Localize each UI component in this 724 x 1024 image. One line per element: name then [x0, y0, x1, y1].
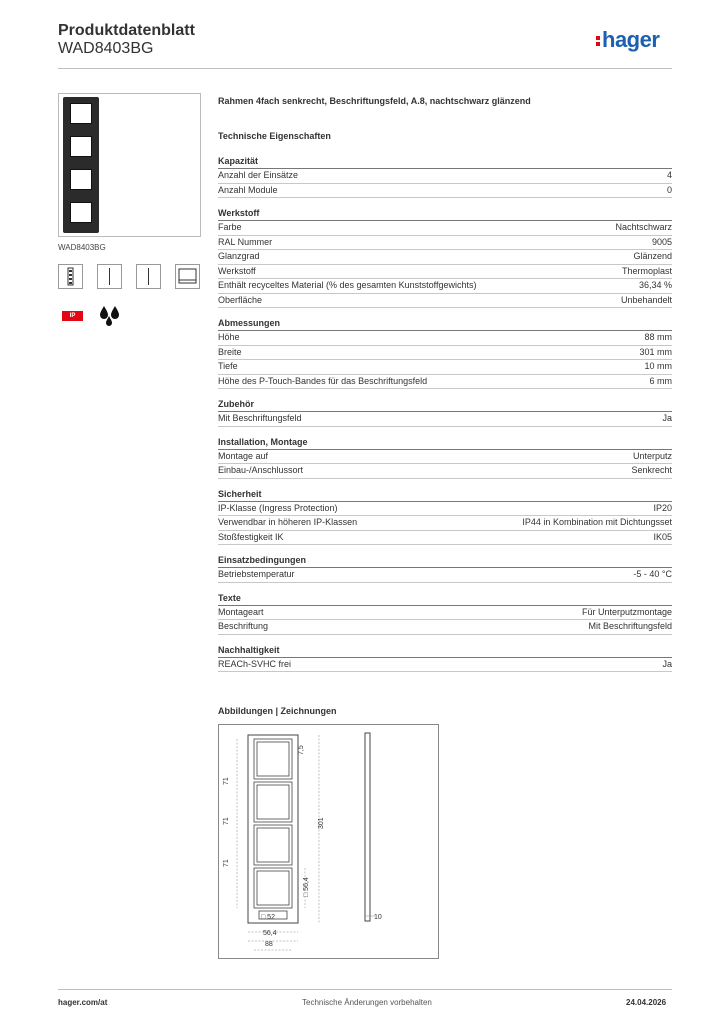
- drawing-window-inner: [257, 742, 289, 776]
- drawing-window: [254, 739, 292, 779]
- spec-row: [218, 265, 672, 280]
- frame-window: [70, 103, 92, 124]
- spec-key: RAL Nummer: [218, 236, 273, 247]
- spec-row: [218, 658, 672, 673]
- spec-row: [218, 221, 672, 236]
- spec-row: [218, 169, 672, 184]
- spec-key: Höhe des P-Touch-Bandes für das Beschriftungsfeld: [218, 375, 428, 386]
- section-title: Texte: [218, 592, 241, 603]
- logo-text: hager: [602, 27, 660, 52]
- dim-window-width: □ 52: [261, 914, 275, 921]
- spec-key: Stoßfestigkeit IK: [218, 531, 284, 542]
- frame-illustration: [63, 97, 99, 233]
- drawing-window: [254, 868, 292, 908]
- spec-key: Montage auf: [218, 450, 269, 461]
- water-drops-icon: [97, 303, 122, 328]
- technical-drawing: [218, 724, 439, 959]
- spec-value: 36,34 %: [638, 280, 672, 290]
- spec-key: Betriebstemperatur: [218, 569, 295, 579]
- section-title: Zubehör: [218, 399, 254, 409]
- dim-height: 301: [318, 817, 325, 829]
- spec-key: Verwendbar in höheren IP-Klassen: [218, 517, 358, 527]
- spec-value: Unbehandelt: [620, 294, 672, 305]
- frame-window: [70, 169, 92, 190]
- spec-key: Tiefe: [218, 361, 238, 371]
- section-title: Werkstoff: [218, 208, 260, 218]
- ip-rating-badge: IP: [62, 311, 83, 321]
- spec-value: IK05: [653, 531, 672, 542]
- spec-value: IP44 in Kombination mit Dichtungsset: [522, 517, 672, 527]
- spec-row: [218, 294, 672, 309]
- spec-row: [218, 502, 672, 517]
- spec-row: [218, 568, 672, 583]
- tech-properties-heading: Technische Eigenschaften: [218, 131, 331, 141]
- spec-row: [218, 620, 672, 635]
- spec-value: 9005: [651, 236, 672, 247]
- drawing-frame-outline: [248, 735, 298, 923]
- spec-key: Glanzgrad: [218, 251, 260, 261]
- spec-value: Senkrecht: [631, 465, 672, 475]
- spec-row: [218, 412, 672, 427]
- spec-row: [218, 250, 672, 265]
- section-title: Einsatzbedingungen: [218, 555, 307, 565]
- dim-pitch: 71: [223, 817, 230, 825]
- frame-window: [70, 136, 92, 157]
- drawings-heading: Abbildungen | Zeichnungen: [218, 706, 337, 716]
- spec-value: 6 mm: [649, 375, 672, 386]
- spec-row: [218, 375, 672, 390]
- hager-logo: [596, 27, 659, 53]
- spec-value: 88 mm: [644, 332, 672, 342]
- spec-row: [218, 279, 672, 294]
- dim-window-height: □ 56,4: [303, 877, 310, 897]
- spec-value: Thermoplast: [621, 265, 672, 276]
- product-image: [58, 93, 201, 237]
- drawing-window-inner: [257, 871, 289, 905]
- image-caption: WAD8403BG: [58, 243, 106, 252]
- spec-key: Anzahl der Einsätze: [218, 170, 299, 180]
- spec-row: [218, 531, 672, 546]
- vertical-line-icon: [136, 264, 161, 289]
- product-description: Rahmen 4fach senkrecht, Beschriftungsfeld, A.8, nachtschwarz glänzend: [218, 96, 531, 106]
- spec-key: Oberfläche: [218, 294, 263, 305]
- spec-key: Werkstoff: [218, 265, 256, 276]
- section-title: Installation, Montage: [218, 436, 308, 447]
- spec-key: Einbau-/Anschlussort: [218, 465, 304, 475]
- spec-value: Ja: [662, 413, 672, 423]
- spec-row: [218, 606, 672, 621]
- spec-value: Ja: [662, 658, 672, 669]
- spec-key: Farbe: [218, 222, 242, 232]
- spec-value: Nachtschwarz: [615, 222, 672, 232]
- footer-divider: [58, 989, 672, 990]
- vertical-line-icon: [97, 264, 122, 289]
- spec-value: 0: [666, 184, 672, 195]
- section-title: Nachhaltigkeit: [218, 644, 280, 655]
- label-field-icon: [175, 264, 200, 289]
- spec-row: [218, 236, 672, 251]
- footer-url[interactable]: hager.com/at: [58, 998, 108, 1007]
- dim-inner-width: 56,4: [263, 930, 277, 937]
- spec-value: Unterputz: [632, 450, 672, 461]
- drawing-window-inner: [257, 828, 289, 862]
- spec-key: Breite: [218, 346, 242, 357]
- footer-date: 24.04.2026: [626, 998, 667, 1007]
- spec-value: Mit Beschriftungsfeld: [588, 621, 672, 631]
- dim-width: 88: [265, 941, 273, 948]
- vertical-frame-icon: [58, 264, 83, 289]
- spec-value: 301 mm: [639, 346, 672, 357]
- header-divider: [58, 68, 672, 69]
- dim-depth: 10: [374, 914, 382, 921]
- spec-value: Für Unterputzmontage: [581, 606, 672, 617]
- dim-pitch: 71: [223, 859, 230, 867]
- spec-value: IP20: [653, 502, 672, 513]
- section-title: Kapazität: [218, 156, 259, 166]
- spec-value: 4: [666, 170, 672, 180]
- spec-key: Beschriftung: [218, 621, 269, 631]
- spec-value: Glänzend: [633, 251, 672, 261]
- spec-key: Montageart: [218, 606, 264, 617]
- spec-row: [218, 346, 672, 361]
- spec-key: REACh-SVHC frei: [218, 658, 292, 669]
- spec-key: IP-Klasse (Ingress Protection): [218, 502, 338, 513]
- section-title: Abmessungen: [218, 318, 281, 328]
- spec-value: -5 - 40 °C: [633, 569, 672, 579]
- frame-window: [70, 202, 92, 223]
- drawing-side-view: [365, 733, 370, 921]
- spec-row: [218, 516, 672, 531]
- section-title: Sicherheit: [218, 488, 262, 499]
- spec-row: [218, 450, 672, 465]
- drawing-window: [254, 782, 292, 822]
- spec-key: Höhe: [218, 332, 240, 342]
- logo-dots-icon: [596, 34, 600, 48]
- product-code: WAD8403BG: [58, 40, 154, 57]
- spec-row: [218, 360, 672, 375]
- dim-pitch: 71: [223, 777, 230, 785]
- drawing-window-inner: [257, 785, 289, 819]
- spec-row: [218, 464, 672, 479]
- spec-key: Anzahl Module: [218, 184, 278, 195]
- spec-row: [218, 184, 672, 199]
- spec-key: Mit Beschriftungsfeld: [218, 413, 302, 423]
- document-title: Produktdatenblatt: [58, 22, 195, 39]
- footer-disclaimer: Technische Änderungen vorbehalten: [302, 998, 432, 1007]
- spec-key: Enthält recyceltes Material (% des gesamten Kunststoffgewichts): [218, 280, 477, 290]
- drawing-window: [254, 825, 292, 865]
- dim-top-margin: 7,5: [298, 745, 305, 755]
- spec-value: 10 mm: [644, 361, 672, 371]
- spec-row: [218, 331, 672, 346]
